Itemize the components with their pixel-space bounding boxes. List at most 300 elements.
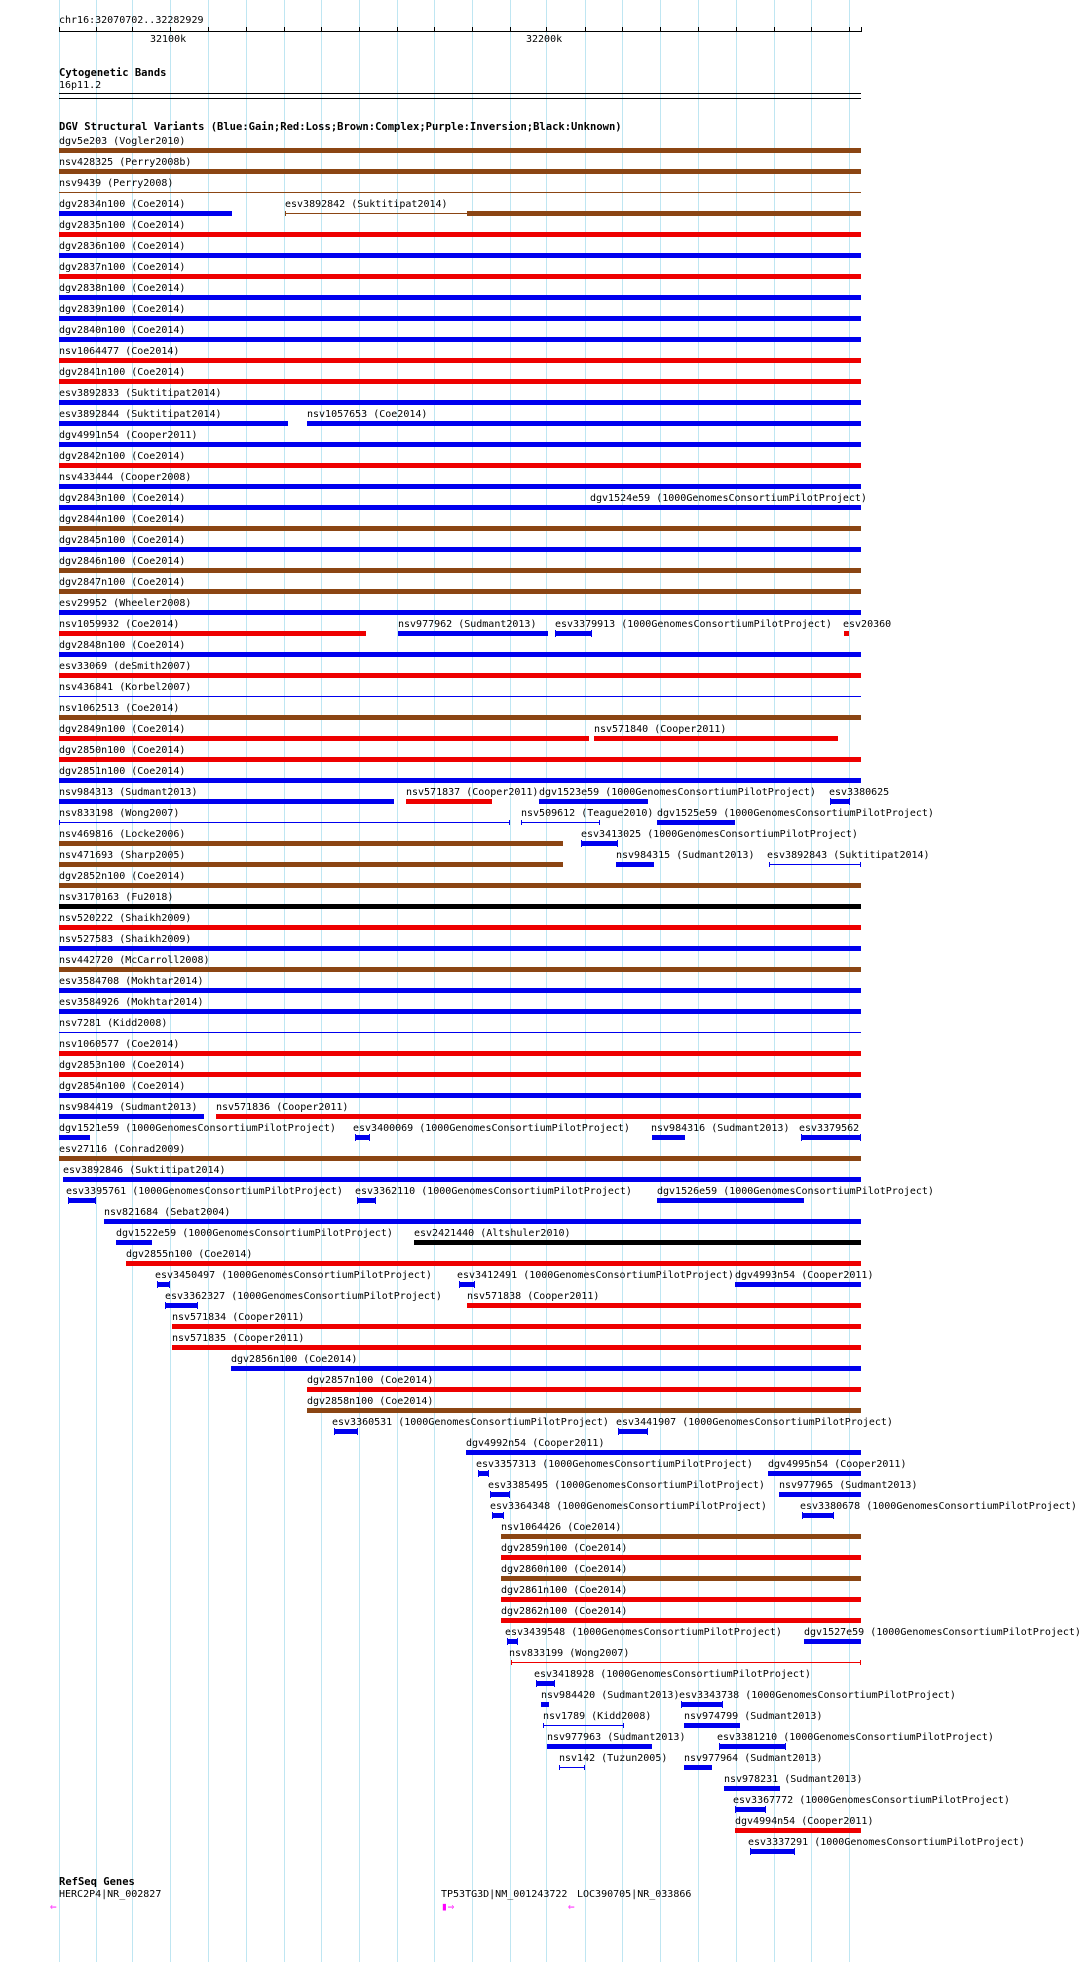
variant-label[interactable]: nsv984313 (Sudmant2013) [59,787,198,798]
variant-bar[interactable] [559,1767,585,1768]
variant-bar[interactable] [406,799,492,804]
variant-bar[interactable] [860,1660,861,1665]
variant-label[interactable]: esv3584926 (Mokhtar2014) [59,997,204,1008]
variant-bar[interactable] [59,295,861,300]
variant-label[interactable]: dgv4994n54 (Cooper2011) [735,1816,874,1827]
variant-bar[interactable] [785,1743,786,1750]
variant-bar[interactable] [594,736,838,741]
variant-label[interactable]: dgv2844n100 (Coe2014) [59,514,186,525]
variant-bar[interactable] [59,589,861,594]
variant-bar[interactable] [768,1471,861,1476]
variant-bar[interactable] [157,1281,158,1288]
variant-bar[interactable] [490,1491,491,1498]
variant-bar[interactable] [59,610,861,615]
variant-bar[interactable] [414,1240,861,1245]
variant-bar[interactable] [830,798,831,805]
variant-label[interactable]: dgv2857n100 (Coe2014) [307,1375,434,1386]
variant-label[interactable]: nsv984419 (Sudmant2013) [59,1102,198,1113]
variant-label[interactable]: esv3379913 (1000GenomesConsortiumPilotProject) [555,619,832,630]
variant-bar[interactable] [126,1261,861,1266]
variant-bar[interactable] [750,1849,795,1854]
variant-bar[interactable] [618,1429,648,1434]
variant-label[interactable]: esv29952 (Wheeler2008) [59,598,192,609]
variant-bar[interactable] [59,192,861,193]
variant-label[interactable]: esv3357313 (1000GenomesConsortiumPilotProject) [476,1459,753,1470]
variant-label[interactable]: esv3450497 (1000GenomesConsortiumPilotProject) [155,1270,432,1281]
variant-bar[interactable] [724,1786,780,1791]
variant-bar[interactable] [541,1702,549,1707]
variant-bar[interactable] [581,840,582,847]
variant-bar[interactable] [844,631,849,636]
variant-bar[interactable] [59,1135,90,1140]
variant-bar[interactable] [521,822,600,823]
variant-label[interactable]: nsv433444 (Cooper2008) [59,472,192,483]
ruler-tick [811,27,812,32]
variant-label[interactable]: esv3412491 (1000GenomesConsortiumPilotProject) [457,1270,734,1281]
variant-label[interactable]: nsv7281 (Kidd2008) [59,1018,168,1029]
variant-label[interactable]: nsv977963 (Sudmant2013) [547,1732,686,1743]
variant-bar[interactable] [59,778,861,783]
variant-bar[interactable] [467,1303,861,1308]
variant-label[interactable]: dgv2855n100 (Coe2014) [126,1249,253,1260]
variant-bar[interactable] [849,798,850,805]
variant-label[interactable]: esv27116 (Conrad2009) [59,1144,186,1155]
variant-label[interactable]: nsv984315 (Sudmant2013) [616,850,755,861]
gene-label[interactable]: TP53TG3D|NM_001243722 [441,1889,568,1900]
variant-bar[interactable] [59,442,861,447]
variant-label[interactable]: nsv571840 (Cooper2011) [594,724,727,735]
variant-bar[interactable] [307,421,861,426]
variant-label[interactable]: nsv520222 (Shaikh2009) [59,913,192,924]
variant-bar[interactable] [59,232,861,237]
variant-bar[interactable] [507,1638,508,1645]
variant-bar[interactable] [59,946,861,951]
variant-bar[interactable] [59,1072,861,1077]
variant-label[interactable]: nsv469816 (Locke2006) [59,829,186,840]
variant-label[interactable]: nsv1060577 (Coe2014) [59,1039,180,1050]
variant-label[interactable]: dgv1524e59 (1000GenomesConsortiumPilotProject) [590,493,867,504]
variant-bar[interactable] [59,757,861,762]
variant-bar[interactable] [794,1848,795,1855]
variant-bar[interactable] [59,169,861,174]
variant-label[interactable]: dgv2858n100 (Coe2014) [307,1396,434,1407]
variant-label[interactable]: dgv2847n100 (Coe2014) [59,577,186,588]
variant-label[interactable]: dgv1527e59 (1000GenomesConsortiumPilotProject) [804,1627,1081,1638]
variant-bar[interactable] [95,1197,96,1204]
variant-label[interactable]: dgv2860n100 (Coe2014) [501,1564,628,1575]
variant-label[interactable]: dgv4992n54 (Cooper2011) [466,1438,605,1449]
variant-bar[interactable] [779,1492,861,1497]
variant-bar[interactable] [488,1470,489,1477]
variant-label[interactable]: dgv2850n100 (Coe2014) [59,745,186,756]
variant-bar[interactable] [59,841,563,846]
variant-bar[interactable] [501,1555,861,1560]
variant-label[interactable]: dgv1525e59 (1000GenomesConsortiumPilotProject) [657,808,934,819]
variant-bar[interactable] [59,1093,861,1098]
variant-bar[interactable] [735,1282,861,1287]
variant-bar[interactable] [197,1302,198,1309]
variant-bar[interactable] [860,1134,861,1141]
refseq-track-title: RefSeq Genes [59,1876,135,1888]
variant-label[interactable]: nsv471693 (Sharp2005) [59,850,186,861]
variant-label[interactable]: dgv4993n54 (Cooper2011) [735,1270,874,1281]
variant-bar[interactable] [801,1135,861,1140]
variant-label[interactable]: nsv977965 (Sudmant2013) [779,1480,918,1491]
ruler-tick [861,27,862,32]
variant-bar[interactable] [104,1219,861,1224]
variant-label[interactable]: nsv1789 (Kidd2008) [543,1711,652,1722]
variant-label[interactable]: nsv978231 (Sudmant2013) [724,1774,863,1785]
variant-bar[interactable] [59,988,861,993]
variant-label[interactable]: esv3892846 (Suktitipat2014) [63,1165,226,1176]
variant-bar[interactable] [59,484,861,489]
variant-bar[interactable] [375,1197,376,1204]
ruler-tick [59,27,60,32]
variant-bar[interactable] [652,1135,685,1140]
variant-label[interactable]: dgv2845n100 (Coe2014) [59,535,186,546]
variant-bar[interactable] [581,841,618,846]
variant-label[interactable]: nsv974799 (Sudmant2013) [684,1711,823,1722]
variant-label[interactable]: dgv2849n100 (Coe2014) [59,724,186,735]
gene-label[interactable]: LOC390705|NR_033866 [577,1889,692,1900]
variant-label[interactable]: dgv2836n100 (Coe2014) [59,241,186,252]
variant-bar[interactable] [59,736,589,741]
variant-bar[interactable] [681,1701,682,1708]
variant-bar[interactable] [59,1051,861,1056]
variant-label[interactable]: esv2421440 (Altshuler2010) [414,1228,571,1239]
variant-label[interactable]: dgv2862n100 (Coe2014) [501,1606,628,1617]
variant-label[interactable]: esv20360 [843,619,892,630]
variant-label[interactable]: dgv2851n100 (Coe2014) [59,766,186,777]
variant-bar[interactable] [802,1513,834,1518]
ruler-tick [585,27,586,32]
variant-label[interactable]: dgv2842n100 (Coe2014) [59,451,186,462]
variant-label[interactable]: esv3584708 (Mokhtar2014) [59,976,204,987]
variant-bar[interactable] [59,652,861,657]
variant-label[interactable]: dgv4995n54 (Cooper2011) [768,1459,907,1470]
variant-bar[interactable] [59,400,861,405]
variant-bar[interactable] [307,1408,861,1413]
variant-label[interactable]: esv33069 (deSmith2007) [59,661,192,672]
variant-bar[interactable] [750,1848,751,1855]
variant-bar[interactable] [584,1765,585,1770]
variant-label[interactable]: esv3364348 (1000GenomesConsortiumPilotProject) [490,1501,767,1512]
variant-bar[interactable] [647,1428,648,1435]
variant-bar[interactable] [59,547,861,552]
variant-bar[interactable] [59,316,861,321]
variant-bar[interactable] [334,1429,358,1434]
variant-bar[interactable] [722,1701,723,1708]
variant-label[interactable]: nsv833199 (Wong2007) [509,1648,630,1659]
variant-label[interactable]: esv3892833 (Suktitipat2014) [59,388,222,399]
variant-label[interactable]: dgv1521e59 (1000GenomesConsortiumPilotProject) [59,1123,336,1134]
variant-bar[interactable] [547,1744,652,1749]
variant-label[interactable]: nsv436841 (Korbel2007) [59,682,192,693]
variant-label[interactable]: dgv1523e59 (1000GenomesConsortiumPilotProject) [539,787,816,798]
variant-label[interactable]: dgv2837n100 (Coe2014) [59,262,186,273]
variant-bar[interactable] [517,1638,518,1645]
variant-label[interactable]: esv3379562 [799,1123,860,1134]
variant-label[interactable]: nsv428325 (Perry2008b) [59,157,192,168]
variant-bar[interactable] [719,1743,720,1750]
variant-label[interactable]: dgv2848n100 (Coe2014) [59,640,186,651]
variant-bar[interactable] [398,631,548,636]
variant-bar[interactable] [536,1680,537,1687]
variant-bar[interactable] [769,862,770,867]
variant-bar[interactable] [59,1009,861,1014]
variant-bar[interactable] [59,1156,861,1161]
variant-bar[interactable] [231,1366,861,1371]
variant-bar[interactable] [59,631,366,636]
variant-label[interactable]: dgv4991n54 (Cooper2011) [59,430,198,441]
variant-label[interactable]: esv3380625 [829,787,890,798]
variant-bar[interactable] [804,1639,861,1644]
variant-bar[interactable] [801,1134,802,1141]
variant-bar[interactable] [830,799,850,804]
variant-label[interactable]: esv3362110 (1000GenomesConsortiumPilotProject) [355,1186,632,1197]
variant-label[interactable]: esv3337291 (1000GenomesConsortiumPilotProject) [748,1837,1025,1848]
variant-bar[interactable] [501,1597,861,1602]
variant-bar[interactable] [59,463,861,468]
variant-label[interactable]: nsv1064426 (Coe2014) [501,1522,622,1533]
variant-label[interactable]: nsv571836 (Cooper2011) [216,1102,349,1113]
variant-bar[interactable] [735,1828,861,1833]
variant-bar[interactable] [521,820,522,825]
variant-bar[interactable] [509,1491,510,1498]
variant-label[interactable]: esv3362327 (1000GenomesConsortiumPilotProject) [165,1291,442,1302]
variant-bar[interactable] [466,1450,861,1455]
variant-label[interactable]: esv3892843 (Suktitipat2014) [767,850,930,861]
variant-label[interactable]: nsv977962 (Sudmant2013) [398,619,537,630]
gene-strand-arrow-icon[interactable]: ⇐ [50,1900,57,1913]
variant-label[interactable]: nsv527583 (Shaikh2009) [59,934,192,945]
variant-bar[interactable] [511,1660,512,1665]
variant-bar[interactable] [657,1198,804,1203]
variant-label[interactable]: dgv2859n100 (Coe2014) [501,1543,628,1554]
ruler-tick [774,27,775,32]
variant-bar[interactable] [59,904,861,909]
variant-bar[interactable] [503,1512,504,1519]
variant-bar[interactable] [684,1765,712,1770]
variant-label[interactable]: dgv2843n100 (Coe2014) [59,493,186,504]
variant-label[interactable]: esv3418928 (1000GenomesConsortiumPilotProject) [534,1669,811,1680]
variant-label[interactable]: nsv833198 (Wong2007) [59,808,180,819]
variant-bar[interactable] [59,568,861,573]
variant-bar[interactable] [59,967,861,972]
variant-label[interactable]: esv3360531 (1000GenomesConsortiumPilotProject) [332,1417,609,1428]
variant-bar[interactable] [172,1345,861,1350]
variant-bar[interactable] [511,1662,861,1663]
variant-label[interactable]: dgv1526e59 (1000GenomesConsortiumPilotProject) [657,1186,934,1197]
variant-label[interactable]: nsv9439 (Perry2008) [59,178,174,189]
variant-bar[interactable] [355,1134,356,1141]
variant-bar[interactable] [501,1618,861,1623]
variant-label[interactable]: esv3367772 (1000GenomesConsortiumPilotProject) [733,1795,1010,1806]
variant-bar[interactable] [765,1806,766,1813]
variant-label[interactable]: nsv571837 (Cooper2011) [406,787,539,798]
variant-bar[interactable] [802,1512,803,1519]
variant-bar[interactable] [474,1281,475,1288]
variant-bar[interactable] [59,274,861,279]
variant-bar[interactable] [59,715,861,720]
variant-label[interactable]: dgv2854n100 (Coe2014) [59,1081,186,1092]
variant-label[interactable]: dgv2853n100 (Coe2014) [59,1060,186,1071]
variant-label[interactable]: esv3892844 (Suktitipat2014) [59,409,222,420]
variant-bar[interactable] [165,1302,166,1309]
gene-label[interactable]: HERC2P4|NR_002827 [59,1889,162,1900]
variant-bar[interactable] [59,526,861,531]
variant-bar[interactable] [116,1240,152,1245]
variant-label[interactable]: esv3395761 (1000GenomesConsortiumPilotProject) [66,1186,343,1197]
variant-bar[interactable] [357,1198,376,1203]
variant-bar[interactable] [59,673,861,678]
variant-bar[interactable] [63,1177,861,1182]
variant-bar[interactable] [501,1534,861,1539]
variant-label[interactable]: esv3400069 (1000GenomesConsortiumPilotProject) [353,1123,630,1134]
variant-label[interactable]: dgv5e203 (Vogler2010) [59,136,186,147]
variant-label[interactable]: esv3892842 (Suktitipat2014) [285,199,448,210]
variant-bar[interactable] [172,1324,861,1329]
variant-bar[interactable] [59,696,861,697]
variant-bar[interactable] [59,822,510,823]
variant-bar[interactable] [735,1806,736,1813]
variant-label[interactable]: dgv2840n100 (Coe2014) [59,325,186,336]
ruler-tick [622,27,623,32]
variant-bar[interactable] [59,925,861,930]
variant-label[interactable]: nsv571835 (Cooper2011) [172,1333,305,1344]
variant-bar[interactable] [554,1680,555,1687]
variant-bar[interactable] [169,1281,170,1288]
variant-label[interactable]: dgv2846n100 (Coe2014) [59,556,186,567]
variant-bar[interactable] [369,1134,370,1141]
variant-bar[interactable] [539,799,648,804]
variant-bar[interactable] [459,1281,460,1288]
variant-bar[interactable] [355,1135,370,1140]
variant-bar[interactable] [59,358,861,363]
variant-bar[interactable] [501,1576,861,1581]
variant-label[interactable]: esv3413025 (1000GenomesConsortiumPilotProject) [581,829,858,840]
variant-label[interactable]: esv3385495 (1000GenomesConsortiumPilotProject) [488,1480,765,1491]
variant-label[interactable]: dgv2838n100 (Coe2014) [59,283,186,294]
variant-label[interactable]: dgv1522e59 (1000GenomesConsortiumPilotProject) [116,1228,393,1239]
variant-bar[interactable] [599,820,600,825]
variant-bar[interactable] [59,1032,861,1033]
variant-bar[interactable] [216,1114,861,1119]
variant-bar[interactable] [165,1303,198,1308]
variant-bar[interactable] [684,1723,740,1728]
variant-bar[interactable] [618,1428,619,1435]
variant-bar[interactable] [719,1744,786,1749]
gene-strand-arrow-icon[interactable]: ▮⇒ [441,1900,455,1913]
variant-bar[interactable] [769,864,861,865]
variant-bar[interactable] [616,862,654,867]
variant-label[interactable]: dgv2861n100 (Coe2014) [501,1585,628,1596]
gene-strand-arrow-icon[interactable]: ⇐ [568,1900,575,1913]
variant-label[interactable]: dgv2841n100 (Coe2014) [59,367,186,378]
variant-bar[interactable] [59,1114,204,1119]
variant-bar[interactable] [357,1428,358,1435]
variant-label[interactable]: dgv2834n100 (Coe2014) [59,199,186,210]
variant-bar[interactable] [59,862,563,867]
variant-label[interactable]: nsv442720 (McCarroll2008) [59,955,210,966]
variant-bar[interactable] [59,211,232,216]
variant-bar[interactable] [59,148,861,153]
variant-label[interactable]: esv3381210 (1000GenomesConsortiumPilotProject) [717,1732,994,1743]
variant-label[interactable]: nsv1064477 (Coe2014) [59,346,180,357]
variant-label[interactable]: nsv1059932 (Coe2014) [59,619,180,630]
variant-bar[interactable] [334,1428,335,1435]
variant-label[interactable]: nsv821684 (Sebat2004) [104,1207,231,1218]
variant-bar[interactable] [59,799,394,804]
variant-bar[interactable] [543,1723,544,1728]
variant-label[interactable]: nsv571838 (Cooper2011) [467,1291,600,1302]
variant-bar[interactable] [543,1725,624,1726]
variant-bar[interactable] [617,840,618,847]
variant-bar[interactable] [59,379,861,384]
variant-bar[interactable] [536,1681,555,1686]
variant-label[interactable]: nsv1057653 (Coe2014) [307,409,428,420]
variant-label[interactable]: nsv1062513 (Coe2014) [59,703,180,714]
variant-label[interactable]: nsv3170163 (Fu2018) [59,892,174,903]
variant-label[interactable]: nsv509612 (Teague2010) [521,808,654,819]
variant-bar[interactable] [478,1470,479,1477]
variant-bar[interactable] [357,1197,358,1204]
variant-label[interactable]: dgv2839n100 (Coe2014) [59,304,186,315]
variant-bar[interactable] [591,630,592,637]
ruler-tick-label: 32200k [526,34,563,45]
variant-label[interactable]: dgv2852n100 (Coe2014) [59,871,186,882]
variant-bar[interactable] [59,253,861,258]
variant-bar[interactable] [59,505,622,510]
variant-bar[interactable] [657,820,735,825]
variant-label[interactable]: esv3343738 (1000GenomesConsortiumPilotProject) [679,1690,956,1701]
variant-bar[interactable] [59,820,60,825]
variant-bar[interactable] [59,337,861,342]
variant-label[interactable]: esv3380678 (1000GenomesConsortiumPilotProject) [800,1501,1077,1512]
variant-bar[interactable] [555,630,556,637]
variant-bar[interactable] [860,862,861,867]
variant-bar[interactable] [681,1702,723,1707]
variant-bar[interactable] [735,1807,766,1812]
variant-bar[interactable] [467,211,861,216]
variant-bar[interactable] [285,211,286,216]
variant-bar[interactable] [59,421,288,426]
variant-label[interactable]: nsv977964 (Sudmant2013) [684,1753,823,1764]
variant-label[interactable]: nsv984420 (Sudmant2013) [541,1690,680,1701]
variant-bar[interactable] [833,1512,834,1519]
variant-bar[interactable] [555,631,592,636]
variant-bar[interactable] [559,1765,560,1770]
variant-bar[interactable] [68,1197,69,1204]
variant-label[interactable]: esv3441907 (1000GenomesConsortiumPilotProject) [616,1417,893,1428]
variant-bar[interactable] [459,1282,475,1287]
variant-bar[interactable] [492,1512,493,1519]
variant-bar[interactable] [59,883,861,888]
variant-label[interactable]: nsv142 (Tuzun2005) [559,1753,668,1764]
variant-bar[interactable] [490,1492,510,1497]
variant-label[interactable]: dgv2856n100 (Coe2014) [231,1354,358,1365]
variant-bar[interactable] [623,1723,624,1728]
variant-bar[interactable] [307,1387,861,1392]
variant-label[interactable]: esv3439548 (1000GenomesConsortiumPilotProject) [505,1627,782,1638]
variant-label[interactable]: nsv984316 (Sudmant2013) [651,1123,790,1134]
variant-label[interactable]: dgv2835n100 (Coe2014) [59,220,186,231]
variant-label[interactable]: nsv571834 (Cooper2011) [172,1312,305,1323]
ruler-tick-label: 32100k [150,34,187,45]
variant-bar[interactable] [509,820,510,825]
variant-bar[interactable] [68,1198,96,1203]
ruler-tick [510,27,511,32]
